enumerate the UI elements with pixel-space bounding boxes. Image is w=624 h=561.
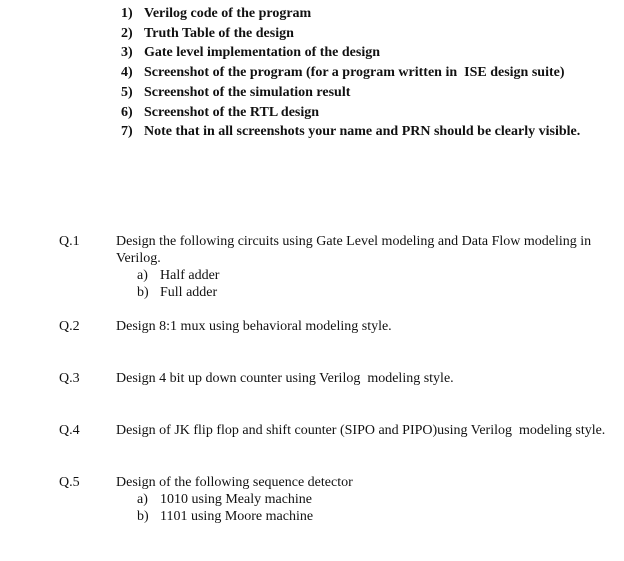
subitem: [137, 284, 622, 301]
requirement-text: Truth Table of the design: [144, 25, 294, 41]
requirement-number: 2): [121, 25, 133, 41]
requirement-item: [121, 83, 580, 103]
requirement-number: 3): [121, 45, 133, 61]
subitem: [137, 491, 622, 508]
question-1: [116, 233, 622, 301]
subitem-letter: b): [137, 285, 149, 300]
subitem-text: 1010 using Mealy machine: [160, 492, 313, 507]
requirement-number: 7): [121, 124, 133, 140]
requirement-number: 1): [121, 6, 133, 21]
requirement-number: 6): [121, 104, 133, 120]
requirement-item: [121, 122, 580, 142]
question-3: [116, 370, 622, 387]
subitem: [137, 267, 622, 284]
subitem: [137, 508, 622, 525]
question-5: [116, 474, 622, 525]
question-subitems: [116, 267, 622, 301]
subitem-letter: a): [137, 268, 148, 283]
requirement-text: Note that in all screenshots your name and PRN should be clearly visible.: [144, 124, 581, 140]
subitem-letter: b): [137, 509, 149, 524]
requirement-text: Verilog code of the program: [144, 6, 312, 21]
requirement-item: [121, 24, 580, 44]
question-label: Q.4: [59, 423, 80, 438]
question-2: [116, 318, 622, 335]
requirement-text: Screenshot of the RTL design: [144, 104, 320, 120]
subitem-text: Half adder: [160, 268, 220, 283]
subitem-letter: a): [137, 492, 148, 507]
subitem-text: Full adder: [160, 285, 218, 300]
requirement-text: Gate level implementation of the design: [144, 45, 381, 61]
requirement-text: Screenshot of the program (for a program written in ISE design suite): [144, 65, 565, 81]
question-text: Design 8:1 mux using behavioral modeling style.: [116, 319, 392, 334]
question-label: Q.3: [59, 371, 80, 386]
question-4: [116, 422, 622, 439]
question-label: Q.5: [59, 475, 80, 490]
question-label: Q.2: [59, 319, 80, 334]
requirement-item: [121, 43, 580, 63]
question-text: Design of the following sequence detector: [116, 475, 353, 490]
question-text: Design the following circuits using Gate Level modeling and Data Flow modeling in Verilog.: [116, 234, 592, 266]
requirement-item: [121, 63, 580, 83]
subitem-text: 1101 using Moore machine: [160, 509, 314, 524]
question-text: Design of JK flip flop and shift counter (SIPO and PIPO)using Verilog modeling style.: [116, 423, 606, 438]
requirements-list: [121, 4, 580, 142]
requirement-number: 4): [121, 65, 133, 81]
question-label: Q.1: [59, 234, 80, 249]
question-subitems: [116, 491, 622, 525]
requirement-number: 5): [121, 84, 133, 100]
requirement-item: [121, 4, 580, 24]
requirement-text: Screenshot of the simulation result: [144, 84, 351, 100]
requirement-item: [121, 103, 580, 123]
question-text: Design 4 bit up down counter using Verilog modeling style.: [116, 371, 454, 386]
